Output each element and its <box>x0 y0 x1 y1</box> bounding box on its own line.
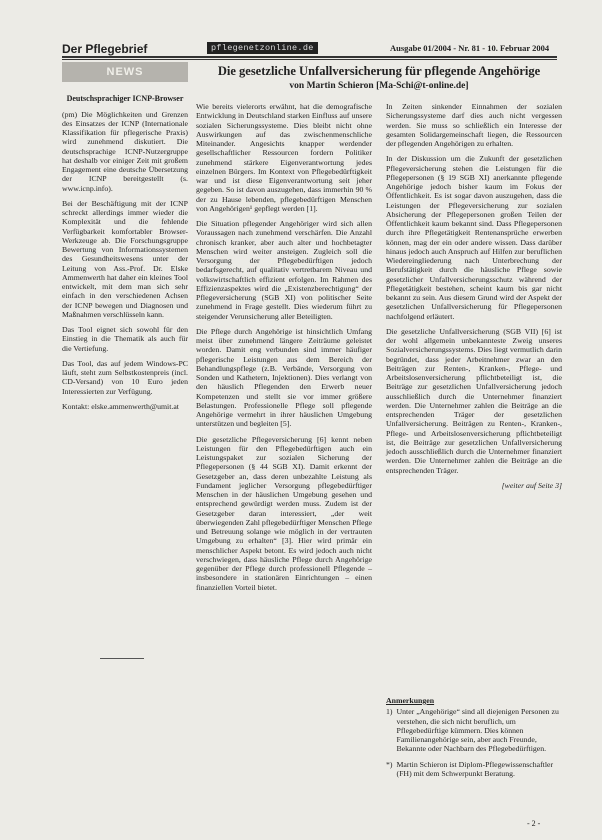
issue-info: Ausgabe 01/2004 - Nr. 81 - 10. Februar 2004 <box>390 43 550 53</box>
sidebar-end-rule <box>100 658 144 659</box>
sidebar-paragraph: Das Tool eignet sich sowohl für den Einstieg in die Thematik als auch für die Vertiefung. <box>62 325 188 353</box>
sidebar-paragraph: (pm) Die Möglichkeiten und Grenzen des Einsatzes der ICNP (Internationale Klassifikation für pflegerische Praxis) wird zunehmend diskutiert. Die deutschsprachige ICNP-Nutzergruppe hat deshalb vor einiger Zeit mit großem Engagement eine deutsche Übersetzung der ICNP bereitgestellt (s. www.icnp.info). <box>62 109 188 193</box>
sidebar-contact: Kontakt: elske.ammenwerth@umit.at <box>62 401 179 411</box>
sidebar-news <box>62 94 188 417</box>
sidebar-paragraph: Das Tool, das auf jedem Windows-PC läuft, steht zum Selbstkostenpreis (incl. CD-Versand) von 10 Euro jeden Interessierten zur Verfügung. <box>62 358 188 396</box>
article-paragraph: Die Pflege durch Angehörige ist hinsichtlich Umfang meist über zunehmend längere Zeiträume geleistet worden. Damit eng verbunden sind immer häufiger pflegerische Leistungen aus dem Bereich der Behandlungspflege (z.B. Verbände, Versorgung von Sonden und Kathetern, Injektionen). Dies verlangt von den häuslich Pflegenden den Erwerb neuer Kompetenzen und stellt sie vor immer größere Belastungen. Professionelle Pflege soll pflegende Angehörige vermehrt in ihrer häuslichen Umgebung unterstützen und begleiten [5]. <box>196 326 372 429</box>
masthead: Der Pflegebrief <box>62 42 148 56</box>
footnotes-heading: Anmerkungen <box>386 696 435 705</box>
article-author: von Martin Schieron [Ma-Schi@t-online.de] <box>289 81 469 91</box>
article-column-2 <box>386 102 562 496</box>
article-paragraph: Die gesetzliche Unfallversicherung (SGB VII) [6] ist der wohl allgemein unbekannteste Zweig unseres Sozialversicherungssystems. Dies liegt vermutlich darin begründet, dass jeder Arbeitnehmer zwar an den Beiträgen zur Renten-, Kranken-, Pflege- und Arbeitslosenversicherung pflichtbeteiligt ist, die Beiträge zur gesetzlichen Unfallversicherung jedoch ausschließlich durch die Unternehmer finanziert werden. Die Unternehmer zahlen die Beiträge an die entsprechenden Träger der gesetzlichen Unfallversicherung. Beiträgen zu Renten-, Kranken-, Pflege- und Arbeitslosenversicherung pflichtbeteiligt ist, die Beiträge zur gesetzlichen Unfallversicherung jedoch ausschließlich durch die Unternehmer finanziert werden. Die Unternehmer zahlen die Beiträge an die entsprechenden Träger. <box>386 326 562 475</box>
header-rule-thin <box>62 59 557 60</box>
article-paragraph: Die Situation pflegender Angehöriger wird sich allen Voraussagen nach zunehmend verschärfen. Die Anzahl chronisch kranker, aber auch alter und hochbetagter Menschen wird weiter ansteigen. Zugleich soll die Versorgung der Pflegebedürftigen jedoch bedarfsgerecht, auf qualitativ vertretbarem Niveau und volkswirtschaftlich effizient erfolgen. Im Rahmen des Effizienzaspektes wird die „Existenzberechtigung“ der Pflegeversicherung (SGB XI) von politischer Seite zunehmend in Frage gestellt. Dies wiederum führt zu steigender Verunsicherung aller Beteiligten. <box>196 219 372 321</box>
article-paragraph: In der Diskussion um die Zukunft der gesetzlichen Pflegeversicherung stehen die Leistungen für die Pflegepersonen (§ 19 SGB XI) anerkannte pflegende Angehörige jedoch bisher kaum im Fokus der Öffentlichkeit. Es ist sogar davon auszugehen, dass die Leistungen der Pflegeversicherung zur sozialen Absicherung der Pflegepersonen großen Teilen der Öffentlichkeit kaum bekannt sind. Dass Pflegepersonen durch ihre Pflegetätigkeit Rentenansprüche erwerben können, mag der ein oder andere wissen. Dass darüber hinaus jedoch auch Anspruch auf Hilfen zur beruflichen Wiedereingliederung nach Unterbrechung der Berufstätigkeit durch die häusliche Pflege sowie gesetzlicher Unfallversicherungsschutz während der Pflegetätigkeit bestehen, scheint kaum bis gar nicht bekannt zu sein. Aus diesem Grund wird der Aspekt der gesetzlichen Unfallversicherung für Pflegepersonen nachfolgend erläutert. <box>386 154 562 321</box>
footnote-text: Unter „Angehörige“ sind all diejenigen Personen zu verstehen, die sich nicht beruflich, um Pflegebedürftige kümmern. Dies können Familienangehörige sein, aber auch Freunde, Bekannte oder Nachbarn des Pflegebedürftigen. <box>396 707 559 754</box>
sidebar-heading: Deutschsprachiger ICNP-Browser <box>66 94 184 103</box>
footnote-mark: *) <box>386 759 393 769</box>
footnote <box>386 760 562 779</box>
continuation-note: [weiter auf Seite 3] <box>501 480 562 490</box>
article-title: Die gesetzliche Unfallversicherung für pflegende Angehörige <box>217 64 541 78</box>
article-paragraph: In Zeiten sinkender Einnahmen der sozialen Sicherungssysteme darf dies auch nicht vergessen werden. Sie muss so schließlich ein Interesse der gesamten Solidargemeinschaft liegen, die Ressourcen der pflegenden Angehörigen zu erhalten. <box>386 102 562 148</box>
footnote-text: Martin Schieron ist Diplom-Pflegewissenschaftler (FH) mit dem Schwerpunkt Beratung. <box>396 759 554 778</box>
footnotes <box>386 696 562 781</box>
footnote <box>386 707 562 753</box>
site-logo: pflegenetzonline.de <box>207 42 318 54</box>
header-rule <box>62 56 557 58</box>
article-column-1 <box>196 102 372 598</box>
page-number: - 2 - <box>527 819 541 828</box>
article-paragraph: Die gesetzliche Pflegeversicherung [6] kennt neben Leistungen für den Pflegebedürftigen auch ein Leistungspaket zur sozialen Sicherung der Pflegepersonen (§ 44 SGB XI). Damit erkennt der Gesetzgeber an, dass deren unbezahlte Leistung als Fundament jeglicher Versorgung pflegebedürftiger Menschen in der häuslichen Umgebung gesehen und entsprechend gewürdigt werden muss. Zudem ist der Gesetzgeber daran interessiert, „der weit überwiegenden Zahl pflegebedürftiger Menschen Pflege und Betreuung solange wie möglich in der vertrauten Umgebung zu erhalten“ [3]. Hier wird primär ein menschlicher Aspekt betont. Es wird jedoch auch nicht verschwiegen, dass häusliche Pflege durch Angehörige gegenüber der Pflege durch professionell Pflegende – insbesondere in stationären Einrichtungen – einen finanziellen Vorteil bietet. <box>196 434 372 592</box>
news-box: NEWS <box>62 62 188 82</box>
article-paragraph: Wie bereits vielerorts erwähnt, hat die demografische Entwicklung in Deutschland starken Einfluss auf unsere sozialen Sicherungssysteme. Dies bleibt nicht ohne Auswirkungen auf das zwischenmenschliche Miteinander. Angesichts knapper werdender gesellschaftlicher Ressourcen fordern Politiker zunehmend stärkere Eigenverantwortung jedes einzelnen Bürgers. Im Kontext von Pflegebedürftigkeit war und ist diese Eigenverantwortung seit jeher gegeben. So ist davon auszugehen, dass immerhin 90 % der zu Hause lebenden, pflegebedürftigen Menschen von Angehörigen¹ gepflegt werden [1]. <box>196 102 372 213</box>
footnote-mark: 1) <box>386 707 393 717</box>
sidebar-paragraph: Bei der Beschäftigung mit der ICNP schreckt allerdings immer wieder die Komplexität und die fehlende Verfügbarkeit komfortabler Browser-Werkzeuge ab. Die Forschungsgruppe Bewertung von Informationssystemen des Gesundheitswesens unter der Leitung von Ass.-Prof. Dr. Elske Ammenwerth hat daher ein kleines Tool entwickelt, mit dem man sich sehr einfach in den verschiedenen Achsen der ICNP bewegen und Diagnosen und Maßnahmen verschlüsseln kann. <box>62 198 188 319</box>
